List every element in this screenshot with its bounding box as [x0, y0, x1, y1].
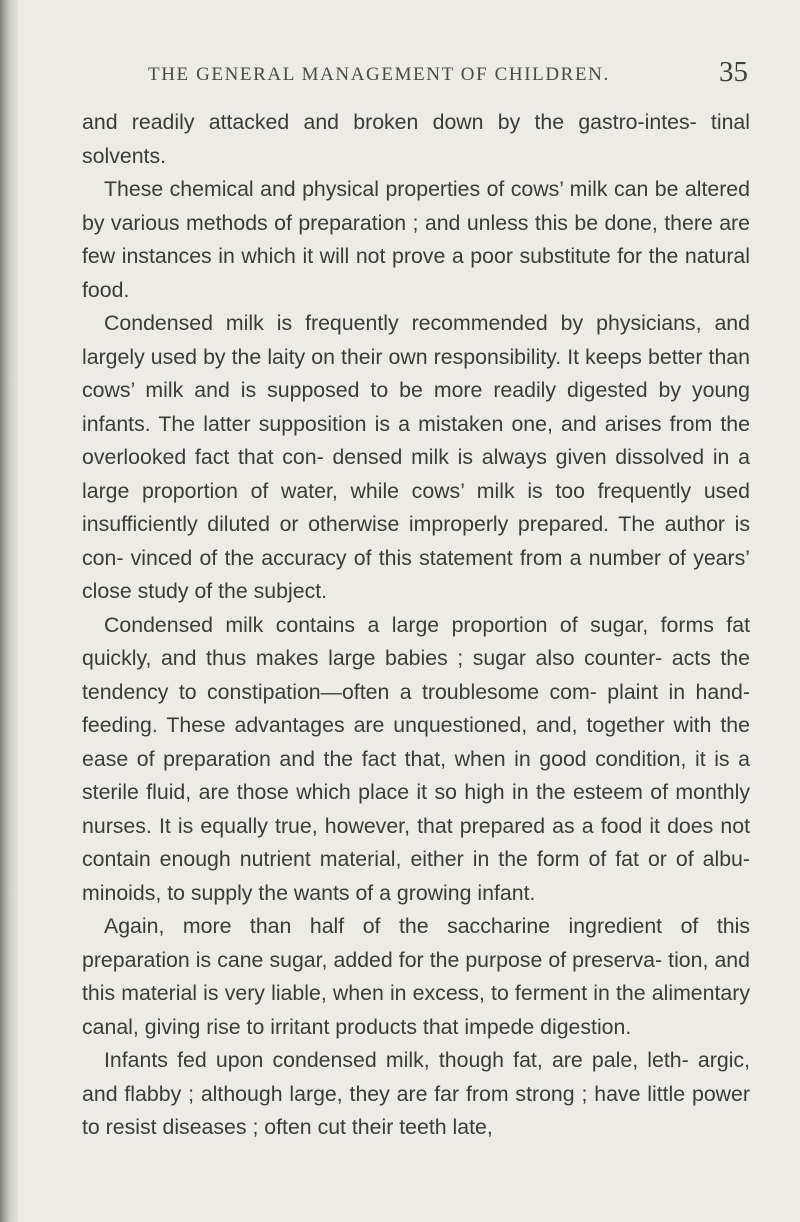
paragraph-infants-fed: Infants fed upon condensed milk, though fat, are pale, leth- argic, and flabby ; although large, they are far from strong ; have little power to resist diseases ; often cut their teeth late,: [82, 1048, 750, 1139]
paragraph-condensed-milk-sugar: Condensed milk contains a large proportion of sugar, forms fat quickly, and thus makes large babies ; sugar also counter- acts the tendency to constipation—often a troublesome com- plaint in hand-feeding. These advantages are unquestioned, and, together with the ease of preparation and the fact that, when in good condition, it is a sterile fluid, are those which place it so high in the esteem of monthly nurses. It is equally true, however, that prepared as a food it does not contain enough nutrient material, either in the form of fat or of albu- minoids, to supply the wants of a growing infant.: [82, 612, 750, 905]
paragraph-cows-milk-properties: These chemical and physical properties of cows’ milk can be altered by various methods of preparation ; and unless this be done, there are few instances in which it will not prove a poor substitute for the natural food.: [82, 177, 750, 302]
paragraph-continued: and readily attacked and broken down by the gastro-intes- tinal solvents.: [82, 110, 750, 168]
page-number: 35: [719, 56, 748, 88]
paragraph-condensed-milk-recommended: Condensed milk is frequently recommended by physicians, and largely used by the laity on their own responsibility. It keeps better than cows’ milk and is supposed to be more readily digested by young infants. The latter supposition is a mistaken one, and arises from the overlooked fact that con- densed milk is always given dissolved in a large proportion of water, while cows’ milk is too frequently used insufficiently diluted or otherwise improperly prepared. The author is con- vinced of the accuracy of this statement from a number of years’ close study of the subject.: [82, 311, 750, 603]
paragraph-cane-sugar: Again, more than half of the saccharine ingredient of this preparation is cane sugar, added for the purpose of preserva- tion, and this material is very liable, when in excess, to ferment in the alimentary canal, giving rise to irritant products that impede digestion.: [82, 914, 750, 1039]
page-binding-edge: [0, 0, 18, 1222]
body-text: [82, 106, 750, 1145]
page-header: [148, 56, 748, 96]
running-head: THE GENERAL MANAGEMENT OF CHILDREN.: [148, 64, 610, 85]
